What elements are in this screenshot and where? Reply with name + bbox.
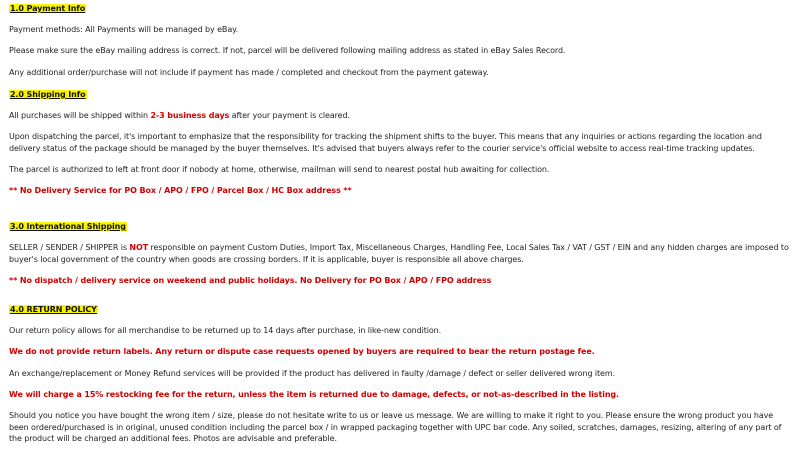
returns-wrong-item-text: Should you notice you have bought the wrong item / size, please do not hesitate write to us or leave us message. We are willing to make it right to you. Please ensure the wrong product you have been ordered/purchased is in original, unused condition including the parcel box / in wrapped packaging together with UPC bar code. Any soiled, scratches, damages, resizing, altering of any part of the product will be charged an additional fees. Photos are advisable and preferable. <box>9 411 782 444</box>
international-duties-text <box>9 242 791 265</box>
international-duties-pre: SELLER / SENDER / SHIPPER is <box>9 243 130 252</box>
shipping-po-box-note: ** No Delivery Service for PO Box / APO / FPO / Parcel Box / HC Box address ** <box>9 186 352 195</box>
international-duties-post: responsible on payment Custom Duties, Import Tax, Miscellaneous Charges, Handling Fee, Local Sales Tax / VAT / GST / EIN and any hidden charges are imposed to buyer's local government of the country when goods are crossing borders. If it is applicable, buyer is responsible all above charges. <box>9 243 789 264</box>
international-heading: 3.0 International Shipping <box>10 222 126 231</box>
payment-additional-text: Any additional order/purchase will not include if payment has made / completed and checkout from the payment gateway. <box>9 68 489 77</box>
shipping-time-text <box>9 110 350 122</box>
returns-exchange-text: An exchange/replacement or Money Refund services will be provided if the product has delivered in faulty /damage / defect or seller delivered wrong item. <box>9 369 616 378</box>
international-heading-line <box>9 221 127 233</box>
shipping-time-post: after your payment is cleared. <box>229 111 350 120</box>
returns-heading-line <box>9 304 98 316</box>
returns-window-text: Our return policy allows for all merchandise to be returned up to 14 days after purchase, in like-new condition. <box>9 326 442 335</box>
international-not-emphasis: NOT <box>129 243 149 252</box>
shipping-doorstep-text: The parcel is authorized to left at front door if nobody at home, otherwise, mailman will send to nearest postal hub awaiting for collection. <box>9 165 550 174</box>
shipping-days-highlight: 2-3 business days <box>150 111 230 120</box>
returns-restocking-note: We will charge a 15% restocking fee for the return, unless the item is returned due to damage, defects, or not-as-described in the listing. <box>9 390 619 399</box>
shipping-heading-line <box>9 89 87 101</box>
payment-heading: 1.0 Payment Info <box>10 4 86 13</box>
payment-heading-line <box>9 3 86 15</box>
returns-heading: 4.0 RETURN POLICY <box>10 305 97 314</box>
payment-address-text: Please make sure the eBay mailing address is correct. If not, parcel will be delivered following mailing address as stated in eBay Sales Record. <box>9 46 566 55</box>
payment-methods-text: Payment methods: All Payments will be managed by eBay. <box>9 25 239 34</box>
shipping-heading: 2.0 Shipping Info <box>10 90 86 99</box>
international-no-dispatch-note: ** No dispatch / delivery service on weekend and public holidays. No Delivery for PO Box / APO / FPO address <box>9 276 492 285</box>
returns-labels-note: We do not provide return labels. Any return or dispute case requests opened by buyers are required to bear the return postage fee. <box>9 347 595 356</box>
shipping-time-pre: All purchases will be shipped within <box>9 111 151 120</box>
shipping-tracking-text: Upon dispatching the parcel, it's important to emphasize that the responsibility for tracking the shipment shifts to the buyer. This means that any inquiries or actions regarding the location and delivery status of the package should be managed by the buyer themselves. It's advised that buyers always refer to the courier service's official website to access real-time tracking updates. <box>9 132 762 153</box>
